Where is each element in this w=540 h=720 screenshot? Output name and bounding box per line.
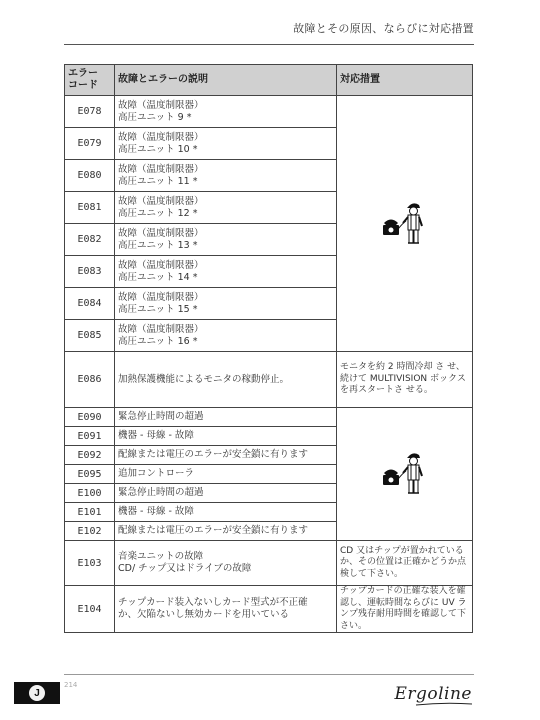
- error-description-cell: [115, 465, 337, 484]
- error-code-cell: E078: [65, 96, 115, 128]
- error-description-cell: [115, 503, 337, 522]
- column-header-code: エラー コード: [65, 65, 115, 96]
- error-description-cell: [115, 408, 337, 427]
- brand-logo: Ergoline: [394, 684, 472, 704]
- action-music-cell: CD 又はチップが置かれているか、その位置は正確かどうか点検して下さい。: [337, 541, 473, 586]
- error-code-cell: E102: [65, 522, 115, 541]
- error-description-cell: [115, 128, 337, 160]
- error-code-cell: E095: [65, 465, 115, 484]
- table-row: [65, 541, 473, 586]
- description-line: 故障（温度制限器）: [118, 163, 204, 175]
- error-description-cell: [115, 320, 337, 352]
- error-description-cell: [115, 541, 337, 586]
- error-code-cell: E082: [65, 224, 115, 256]
- description-line: 高圧ユニット 12 *: [118, 207, 198, 219]
- description-line: 高圧ユニット 14 *: [118, 271, 198, 283]
- column-header-action: 対応措置: [337, 65, 473, 96]
- error-description-cell: [115, 427, 337, 446]
- error-description-cell: [115, 522, 337, 541]
- description-line: 故障（温度制限器）: [118, 99, 204, 111]
- error-code-cell: E092: [65, 446, 115, 465]
- page-header-title: 故障とその原因、ならびに対応措置: [293, 22, 474, 35]
- description-line: 高圧ユニット 10 *: [118, 143, 198, 155]
- error-description-cell: [115, 484, 337, 503]
- error-description-cell: [115, 586, 337, 633]
- description-line: 故障（温度制限器）: [118, 323, 204, 335]
- language-badge-letter: J: [29, 685, 45, 701]
- description-line: 機器 - 母線 - 故障: [118, 430, 194, 441]
- description-line: 故障（温度制限器）: [118, 291, 204, 303]
- action-chipcard-cell: チップカードの正確な装入を確認し、運転時間ならびに UV ランプ残存耐用時間を確認して下さい。: [337, 586, 473, 633]
- description-line: 機器 - 母線 - 故障: [118, 506, 194, 517]
- description-line: 加熱保護機能によるモニタの稼動停止。: [118, 373, 290, 385]
- description-line: 緊急停止時間の超過: [118, 487, 204, 498]
- description-line: 追加コントローラ: [118, 468, 195, 479]
- table-row: [65, 352, 473, 408]
- description-line: 高圧ユニット 11 *: [118, 175, 198, 187]
- description-line: 高圧ユニット 16 *: [118, 335, 198, 347]
- description-line: 故障（温度制限器）: [118, 131, 204, 143]
- table-row: [65, 96, 473, 128]
- error-description-cell: [115, 96, 337, 128]
- error-code-cell: E081: [65, 192, 115, 224]
- description-line: 故障（温度制限器）: [118, 227, 204, 239]
- description-line: 故障（温度制限器）: [118, 259, 204, 271]
- column-header-description: 故障とエラーの説明: [115, 65, 337, 96]
- description-line: 故障（温度制限器）: [118, 195, 204, 207]
- error-code-cell: E080: [65, 160, 115, 192]
- error-description-cell: [115, 352, 337, 408]
- table-row: [65, 408, 473, 427]
- action-contact-service-cell: [337, 408, 473, 541]
- error-description-cell: [115, 446, 337, 465]
- error-code-cell: E083: [65, 256, 115, 288]
- technician-with-telephone-icon: [381, 449, 429, 495]
- error-code-cell: E090: [65, 408, 115, 427]
- error-code-cell: E091: [65, 427, 115, 446]
- description-line: か、欠陥ないし無効カードを用いている: [118, 609, 290, 620]
- description-line: 高圧ユニット 15 *: [118, 303, 198, 315]
- description-line: 高圧ユニット 13 *: [118, 239, 198, 251]
- error-code-cell: E101: [65, 503, 115, 522]
- description-line: 緊急停止時間の超過: [118, 411, 204, 422]
- error-code-cell: E104: [65, 586, 115, 633]
- error-code-cell: E079: [65, 128, 115, 160]
- description-line: 配線または電圧のエラーが安全鎖に有ります: [118, 449, 309, 460]
- description-line: チップカード装入ないしカード型式が不正確: [118, 597, 308, 608]
- error-description-cell: [115, 288, 337, 320]
- error-code-cell: E103: [65, 541, 115, 586]
- error-description-cell: [115, 160, 337, 192]
- error-code-cell: E085: [65, 320, 115, 352]
- brand-swoosh: [414, 702, 474, 706]
- action-monitor-cell: モニタを約 2 時間冷却 さ せ、続けて MULTIVISION ボックスを再スタートさ せる。: [337, 352, 473, 408]
- description-line: 配線または電圧のエラーが安全鎖に有ります: [118, 525, 309, 536]
- error-description-cell: [115, 224, 337, 256]
- error-code-cell: E084: [65, 288, 115, 320]
- table-header-row: [65, 65, 473, 96]
- error-code-cell: E100: [65, 484, 115, 503]
- table-row: [65, 586, 473, 633]
- footer-rule: [64, 674, 474, 675]
- error-description-cell: [115, 256, 337, 288]
- description-line: CD/ チップ又はドライブの故障: [118, 563, 252, 574]
- page-number: 214: [64, 681, 78, 689]
- error-code-cell: E086: [65, 352, 115, 408]
- header-rule: [64, 44, 474, 45]
- error-description-cell: [115, 192, 337, 224]
- description-line: 高圧ユニット 9 *: [118, 111, 192, 123]
- description-line: 音楽ユニットの故障: [118, 551, 204, 562]
- language-badge: [14, 682, 60, 704]
- technician-with-telephone-icon: [381, 199, 429, 245]
- error-code-table: [64, 64, 473, 633]
- action-contact-service-cell: [337, 96, 473, 352]
